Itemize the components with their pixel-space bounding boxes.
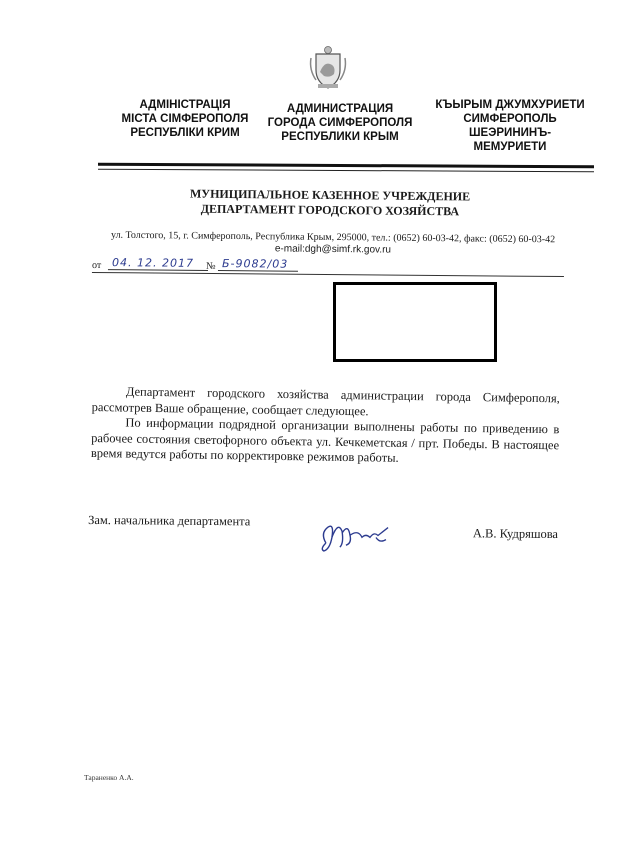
- date-label: от: [91, 259, 102, 272]
- handwritten-signature-icon: [316, 513, 396, 558]
- organization-line: МУНИЦИПАЛЬНОЕ КАЗЕННОЕ УЧРЕЖДЕНИЕ: [189, 186, 471, 204]
- header-ukrainian-line: РЕСПУБЛІКИ КРИМ: [130, 127, 240, 139]
- organization-line: ДЕПАРТАМЕНТ ГОРОДСКОГО ХОЗЯЙСТВА: [200, 201, 460, 219]
- header-divider-thick: [98, 163, 594, 169]
- redacted-recipient-box: [333, 282, 497, 362]
- organization-name: [160, 186, 500, 220]
- header-russian-line: АДМИНИСТРАЦИЯ: [286, 103, 394, 115]
- header-russian-line: ГОРОДА СИМФЕРОПОЛЯ: [267, 117, 413, 129]
- header-ukrainian-line: АДМІНІСТРАЦІЯ: [139, 99, 231, 111]
- handwritten-date: 04. 12. 2017: [108, 256, 208, 271]
- signer-name: А.В. Кудряшова: [472, 526, 559, 542]
- address-line: ул. Толстого, 15, г. Симферополь, Республика Крым, 295000, тел.: (0652) 60-03-42, факс: (0652) 60-03-42: [110, 229, 556, 246]
- organization-address: [98, 230, 568, 259]
- handwritten-number: Б-9082/03: [218, 257, 298, 272]
- header-ukrainian: [96, 98, 274, 140]
- executor-name: Тараненко А.А.: [84, 773, 134, 782]
- signer-position: Зам. начальника департамента: [88, 512, 251, 529]
- header-crimean-tatar-line: СИМФЕРОПОЛЬ: [463, 113, 557, 125]
- header-crimean-tatar-line: ШЕЭРИНИНЪ-: [468, 127, 552, 139]
- header-russian: [254, 102, 426, 144]
- header-divider-thin: [98, 169, 594, 173]
- header-crimean-tatar-line: КЪЫРЫМ ДЖУМХУРИЕТИ: [435, 99, 585, 111]
- registration-underline: [92, 272, 564, 277]
- body-paragraph: Департамент городского хозяйства администрации города Симферополя, рассмотрев Ваше обращение, сообщает следующее.: [91, 384, 560, 418]
- letter-body: [91, 384, 560, 469]
- registration-line: [92, 258, 564, 278]
- header-crimean-tatar-line: МЕМУРИЕТИ: [473, 141, 547, 153]
- email-line: e-mail:dgh@simf.rk.gov.ru: [274, 243, 392, 256]
- header-russian-line: РЕСПУБЛИКИ КРЫМ: [281, 131, 399, 143]
- number-label: №: [205, 260, 216, 273]
- header-ukrainian-line: МІСТА СІМФЕРОПОЛЯ: [121, 113, 249, 125]
- body-paragraph: По информации подрядной организации выполнены работы по приведению в рабочее состояния светофорного объекта ул. Кечкеметская / прт. Победы. В настоящее время ведутся работы по корректировке режимов работы.: [90, 415, 560, 465]
- signature-block: [88, 513, 558, 557]
- crimea-coat-of-arms-icon: [308, 44, 348, 90]
- header-crimean-tatar: [420, 98, 600, 154]
